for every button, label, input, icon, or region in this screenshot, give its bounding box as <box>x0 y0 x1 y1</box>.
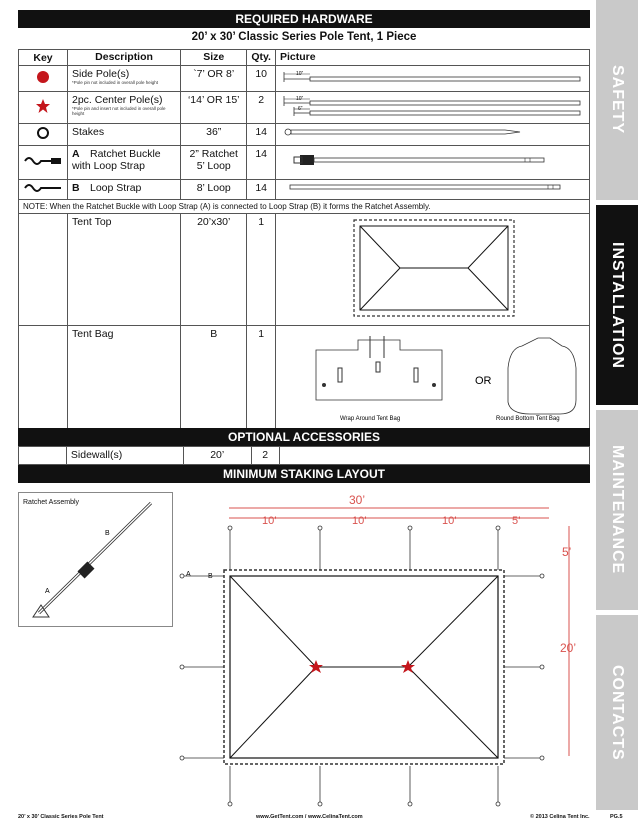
col-qty: Qty. <box>247 50 276 66</box>
red-star-icon <box>19 92 68 124</box>
layout-label-b: B <box>208 573 213 580</box>
pic-label: 10” <box>295 71 304 77</box>
side-tabs <box>596 0 638 826</box>
desc-sidewalls: Sidewall(s) <box>66 447 183 465</box>
table-row <box>19 447 590 465</box>
side-pole-picture <box>275 66 589 92</box>
round-bag-label: Round Bottom Tent Bag <box>495 416 560 422</box>
ratchet-assembly-title: Ratchet Assembly <box>23 499 80 506</box>
tab-maintenance-label: MAINTENANCE <box>609 445 626 575</box>
letter-a: A <box>72 148 80 160</box>
pic-label: 10” <box>295 96 304 102</box>
dim-5-top: 5’ <box>512 515 521 527</box>
table-row <box>19 92 590 124</box>
desc-loop-strap: Loop Strap <box>90 182 142 194</box>
optional-accessories-header: OPTIONAL ACCESSORIES <box>18 428 590 446</box>
desc-tent-top: Tent Top <box>68 214 181 326</box>
strap-picture <box>275 180 589 200</box>
col-key: Key <box>19 50 68 66</box>
size-cell: 20’x30’ <box>181 214 247 326</box>
footer-page: PG.5 <box>610 814 623 820</box>
tab-safety[interactable] <box>596 0 638 200</box>
desc-center-pole: 2pc. Center Pole(s) <box>72 94 163 106</box>
tab-installation[interactable] <box>596 205 638 405</box>
hardware-table <box>18 49 590 430</box>
desc-side-pole: Side Pole(s) <box>72 68 130 80</box>
stake-drawing <box>280 126 585 138</box>
dim-10-a: 10’ <box>262 515 277 527</box>
table-row <box>19 124 590 146</box>
tab-contacts-label: CONTACTS <box>609 664 626 761</box>
dim-20-side: 20’ <box>560 641 577 655</box>
qty-cell: 10 <box>247 66 276 92</box>
strap-drawing <box>280 182 585 194</box>
dim-10-b: 10’ <box>352 515 367 527</box>
or-label: OR <box>474 375 492 387</box>
qty-cell: 1 <box>247 214 276 326</box>
red-dot-icon <box>19 66 68 92</box>
size-cell: ‘14’ OR 15’ <box>181 92 247 124</box>
size-cell: B <box>181 326 247 430</box>
qty-cell: 1 <box>247 326 276 430</box>
tab-maintenance[interactable] <box>596 410 638 610</box>
table-row <box>19 66 590 92</box>
table-row <box>68 92 181 124</box>
qty-cell: 14 <box>247 124 276 146</box>
qty-cell: 14 <box>247 180 276 200</box>
ratchet-assembly-drawing <box>19 493 172 626</box>
col-size: Size <box>181 50 247 66</box>
table-row <box>19 180 590 200</box>
tent-subtitle: 20’ x 30’ Classic Series Pole Tent, 1 Piece <box>191 31 417 43</box>
desc-stakes: Stakes <box>68 124 181 146</box>
assembly-label-b: B <box>105 530 110 537</box>
size-cell: 20’ <box>183 447 251 465</box>
letter-b: B <box>72 182 80 194</box>
strap-icon <box>19 180 68 200</box>
note-row <box>19 200 590 214</box>
stake-picture <box>275 124 589 146</box>
footer-title: 20’ x 30’ Classic Series Pole Tent <box>18 814 104 820</box>
desc-ratchet: Ratchet Buckle with Loop Strap <box>72 148 161 172</box>
table-row <box>68 146 181 180</box>
tent-top-drawing <box>280 216 585 320</box>
qty-cell: 2 <box>251 447 279 465</box>
ratchet-icon <box>19 146 68 180</box>
desc-note: *Pole pin not included in overall pole height <box>72 80 159 85</box>
tent-top-picture <box>275 214 589 326</box>
tab-installation-label: INSTALLATION <box>609 241 626 369</box>
ratchet-drawing <box>280 148 585 174</box>
table-row <box>19 146 590 180</box>
wrap-bag-label: Wrap Around Tent Bag <box>339 416 401 422</box>
size-cell: `7’ OR 8’ <box>181 66 247 92</box>
side-pole-drawing <box>280 68 585 86</box>
required-hardware-header: REQUIRED HARDWARE <box>18 10 590 28</box>
col-picture: Picture <box>275 50 589 66</box>
ring-icon <box>19 124 68 146</box>
tent-bag-drawing <box>280 328 585 424</box>
staking-layout-diagram <box>174 486 590 812</box>
dim-total: 30’ <box>349 493 366 507</box>
tab-contacts[interactable] <box>596 615 638 810</box>
ratchet-assembly-box <box>18 492 173 627</box>
center-pole-drawing <box>280 94 585 118</box>
dim-5-side: 5’ <box>562 545 572 559</box>
size-cell: 8’ Loop <box>181 180 247 200</box>
footer-copyright: © 2013 Celina Tent Inc. <box>530 814 590 820</box>
size-cell: 36” <box>181 124 247 146</box>
ratchet-picture <box>275 146 589 180</box>
optional-table <box>18 446 590 465</box>
layout-label-a: A <box>186 571 191 578</box>
desc-note: *Pole pin and insert not included in overall pole height <box>72 106 166 116</box>
size-cell: 2” Ratchet 5’ Loop <box>181 146 247 180</box>
tab-safety-label: SAFETY <box>609 65 626 135</box>
table-row <box>68 66 181 92</box>
table-row <box>19 326 590 430</box>
footer-links: www.GetTent.com / www.CelinaTent.com <box>256 814 363 820</box>
assembly-label-a: A <box>45 588 50 595</box>
pic-label: 6” <box>297 106 303 112</box>
tent-bag-picture <box>275 326 589 430</box>
dim-10-c: 10’ <box>442 515 457 527</box>
center-pole-picture <box>275 92 589 124</box>
table-row <box>19 214 590 326</box>
table-header-row <box>19 50 590 66</box>
col-description: Description <box>68 50 181 66</box>
qty-cell: 2 <box>247 92 276 124</box>
table-row <box>68 180 181 200</box>
staking-layout-header: MINIMUM STAKING LAYOUT <box>18 465 590 483</box>
ratchet-note: NOTE: When the Ratchet Buckle with Loop Strap (A) is connected to Loop Strap (B) it forms the Ratchet Assembly. <box>19 200 590 214</box>
desc-tent-bag: Tent Bag <box>68 326 181 430</box>
qty-cell: 14 <box>247 146 276 180</box>
